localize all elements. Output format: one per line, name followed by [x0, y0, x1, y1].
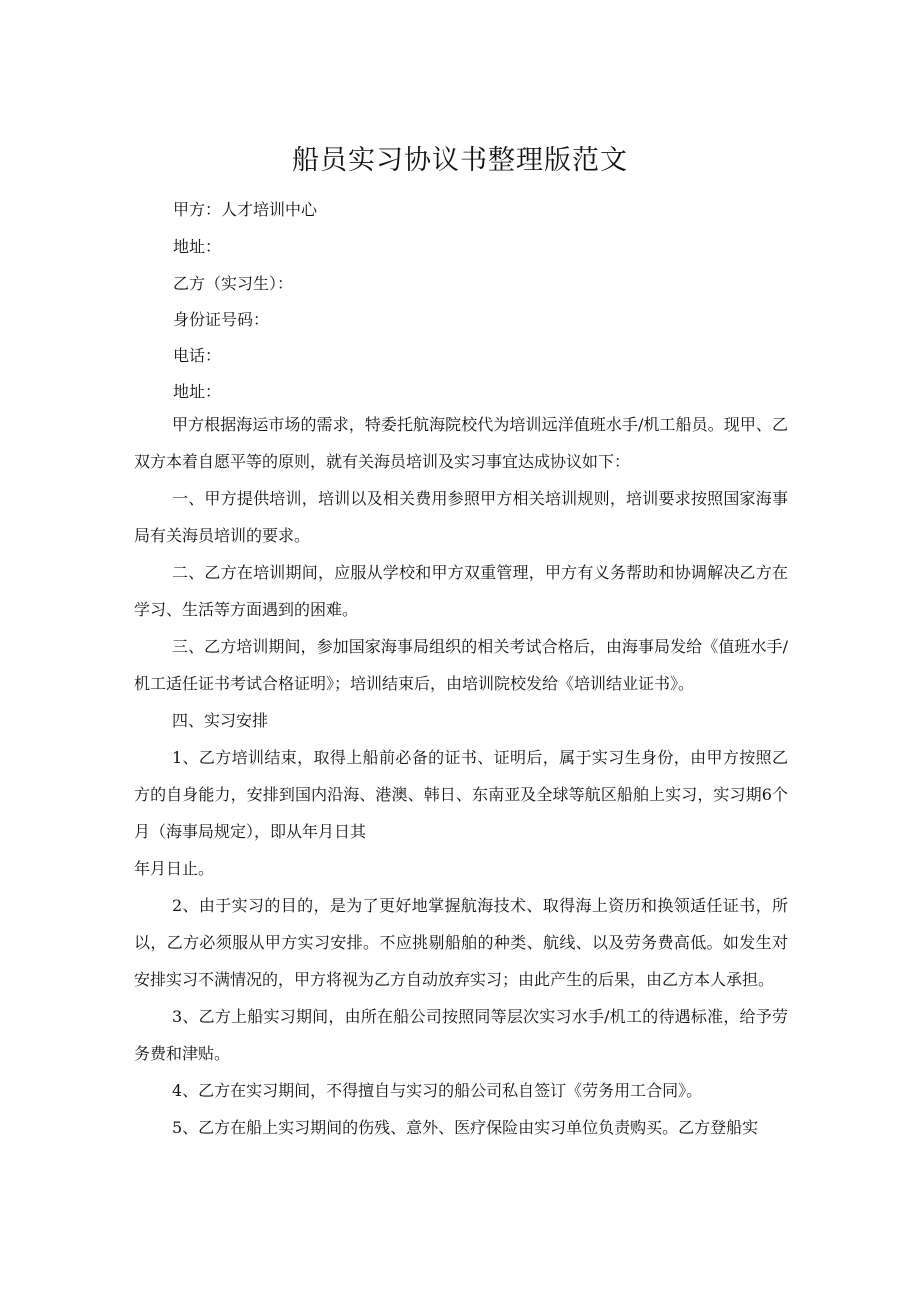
clause-4-item-1-paragraph: 1、乙方培训结束，取得上船前必备的证书、证明后，属于实习生身份，由甲方按照乙方的自身能力，安排到国内沿海、港澳、韩日、东南亚及全球等航区船舶上实习，实习期6个月（海事局规定），即从年月日其 [134, 748, 788, 841]
clause-2-paragraph: 二、乙方在培训期间，应服从学校和甲方双重管理，甲方有义务帮助和协调解决乙方在学习、生活等方面遇到的困难。 [134, 563, 788, 619]
clause-4-item-1-continuation: 年月日止。 [134, 859, 215, 878]
clause-4-heading: 四、实习安排 [172, 711, 269, 730]
party-a-address-field: 地址： [173, 237, 222, 256]
clause-4-item-3-paragraph: 3、乙方上船实习期间，由所在船公司按照同等层次实习水手/机工的待遇标准，给予劳务费和津贴。 [134, 1007, 788, 1063]
clause-1-paragraph: 一、甲方提供培训，培训以及相关费用参照甲方相关培训规则，培训要求按照国家海事局有关海员培训的要求。 [134, 489, 788, 545]
clause-4-item-4-paragraph: 4、乙方在实习期间，不得擅自与实习的船公司私自签订《劳务用工合同》。 [172, 1081, 703, 1100]
clause-3-paragraph: 三、乙方培训期间，参加国家海事局组织的相关考试合格后，由海事局发给《值班水手/机工适任证书考试合格证明》；培训结束后，由培训院校发给《培训结业证书》。 [134, 637, 788, 693]
clause-4-item-5-paragraph: 5、乙方在船上实习期间的伤残、意外、医疗保险由实习单位负责购买。乙方登船实 [172, 1118, 759, 1137]
clause-4-item-2-paragraph: 2、由于实习的目的，是为了更好地掌握航海技术、取得海上资历和换领适任证书，所以，乙方必须服从甲方实习安排。不应挑剔船舶的种类、航线、以及劳务费高低。如发生对安排实习不满情况的，甲方将视为乙方自动放弃实习；由此产生的后果，由乙方本人承担。 [134, 896, 788, 989]
intro-paragraph: 甲方根据海运市场的需求，特委托航海院校代为培训远洋值班水手/机工船员。现甲、乙双方本着自愿平等的原则，就有关海员培训及实习事宜达成协议如下： [134, 415, 788, 471]
phone-field: 电话： [173, 346, 222, 365]
document-title: 船员实习协议书整理版范文 [292, 145, 628, 176]
party-b-field: 乙方（实习生）： [173, 274, 294, 293]
intro-paragraph-block [134, 406, 788, 1146]
party-b-address-field: 地址： [173, 382, 222, 401]
id-number-field: 身份证号码： [173, 310, 270, 329]
party-a-field: 甲方：人才培训中心 [173, 200, 318, 219]
